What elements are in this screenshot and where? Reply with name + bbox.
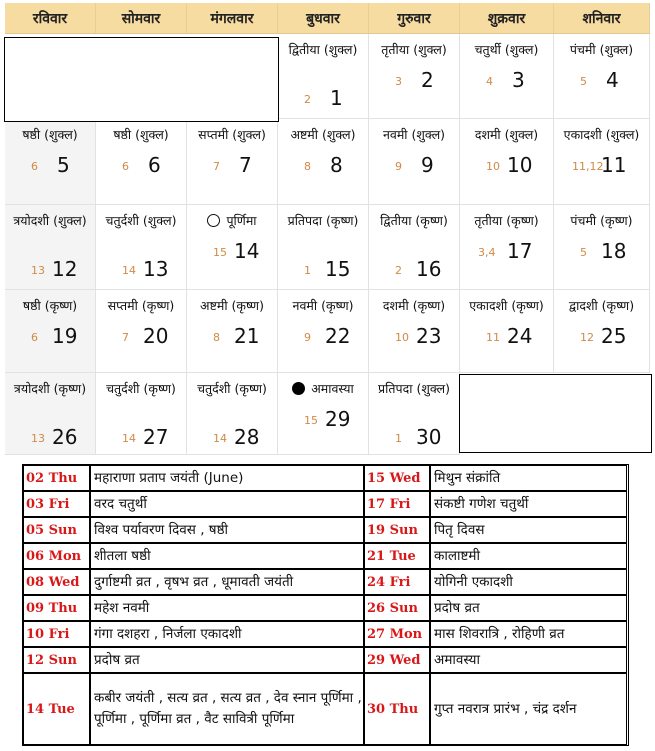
date-number: 18 — [601, 239, 627, 263]
tithi-label — [187, 126, 277, 144]
tithi-text: अष्टमी (शुक्ल) — [290, 127, 356, 142]
date-number: 24 — [507, 324, 533, 348]
tithi-number: 14 — [122, 432, 136, 445]
day-cell[interactable] — [96, 119, 187, 205]
weekday-header: शुक्रवार — [460, 3, 554, 33]
day-cell[interactable] — [460, 290, 554, 373]
day-cell[interactable] — [5, 205, 96, 290]
tithi-label — [5, 297, 95, 315]
day-cell[interactable] — [278, 373, 369, 455]
festival-date: 09 Thu — [23, 595, 90, 621]
day-cell[interactable] — [187, 290, 278, 373]
tithi-text: त्रयोदशी (शुक्ल) — [13, 213, 87, 228]
day-cell[interactable] — [554, 34, 650, 119]
day-cell[interactable] — [187, 205, 278, 290]
tithi-text: प्रतिपदा (कृष्ण) — [287, 213, 359, 228]
tithi-number: 3 — [395, 75, 402, 88]
tithi-number: 7 — [213, 160, 220, 173]
tithi-text: नवमी (शुक्ल) — [382, 127, 446, 142]
festival-row — [23, 647, 627, 673]
day-cell[interactable] — [278, 34, 369, 119]
date-number: 10 — [507, 153, 533, 177]
festival-date: 03 Fri — [23, 491, 90, 517]
tithi-number: 5 — [580, 75, 587, 88]
tithi-text: एकादशी (कृष्ण) — [469, 298, 544, 313]
tithi-text: पूर्णिमा — [226, 213, 257, 228]
festival-row — [23, 673, 627, 745]
festival-event: कालाष्टमी — [430, 543, 627, 569]
weekday-header: शनिवार — [554, 3, 650, 33]
tithi-text: त्रयोदशी (कृष्ण) — [13, 381, 87, 396]
day-cell[interactable] — [96, 290, 187, 373]
festival-date: 14 Tue — [23, 673, 90, 745]
date-number: 11 — [601, 153, 627, 177]
date-number: 21 — [234, 324, 260, 348]
day-cell[interactable] — [554, 290, 650, 373]
date-number: 12 — [52, 257, 78, 281]
tithi-text: पंचमी (शुक्ल) — [569, 42, 634, 57]
festival-event: योगिनी एकादशी — [430, 569, 627, 595]
tithi-label — [5, 212, 95, 230]
day-cell[interactable] — [187, 373, 278, 455]
tithi-number: 4 — [486, 75, 493, 88]
festival-row — [23, 465, 627, 491]
date-number: 7 — [239, 153, 252, 177]
festival-event: महेश नवमी — [90, 595, 364, 621]
tithi-label — [554, 126, 649, 144]
weekday-header: गुरुवार — [369, 3, 460, 33]
full-moon-icon — [207, 214, 220, 227]
day-cell[interactable] — [460, 119, 554, 205]
day-cell[interactable] — [5, 290, 96, 373]
tithi-label — [554, 212, 649, 230]
tithi-label — [369, 126, 459, 144]
date-number: 14 — [234, 239, 260, 263]
day-cell[interactable] — [278, 205, 369, 290]
tithi-label — [278, 126, 368, 144]
date-number: 9 — [421, 153, 434, 177]
date-number: 28 — [234, 425, 260, 449]
tithi-label — [278, 380, 368, 398]
tithi-number: 6 — [122, 160, 129, 173]
tithi-label — [369, 297, 459, 315]
tithi-label — [554, 41, 649, 59]
tithi-text: एकादशी (शुक्ल) — [563, 127, 640, 142]
day-cell[interactable] — [369, 290, 460, 373]
festival-date: 30 Thu — [364, 673, 430, 745]
tithi-number: 3,4 — [478, 246, 496, 259]
tithi-label — [369, 41, 459, 59]
festival-date: 24 Fri — [364, 569, 430, 595]
tithi-text: द्वितीया (कृष्ण) — [380, 213, 448, 228]
tithi-text: नवमी (कृष्ण) — [292, 298, 354, 313]
tithi-label — [96, 297, 186, 315]
tithi-number: 15 — [304, 414, 318, 427]
festival-date: 12 Sun — [23, 647, 90, 673]
new-moon-icon — [292, 382, 305, 395]
tithi-label — [278, 41, 368, 59]
tithi-text: द्वादशी (कृष्ण) — [568, 298, 635, 313]
day-cell[interactable] — [460, 205, 554, 290]
festival-date: 15 Wed — [364, 465, 430, 491]
tithi-number: 12 — [580, 331, 594, 344]
day-cell[interactable] — [187, 119, 278, 205]
tithi-label — [369, 380, 459, 398]
weekday-header: रविवार — [5, 3, 96, 33]
festival-date: 27 Mon — [364, 621, 430, 647]
festival-event: शीतला षष्ठी — [90, 543, 364, 569]
date-number: 25 — [601, 324, 627, 348]
tithi-label — [187, 212, 277, 230]
tithi-text: द्वितीया (शुक्ल) — [288, 42, 358, 57]
day-cell[interactable] — [96, 205, 187, 290]
festival-event: कबीर जयंती , सत्य व्रत , सत्य व्रत , देव स्नान पूर्णिमा , पूर्णिमा , पूर्णिमा व्रत , वैट सावित्री पूर्णिमा — [90, 673, 364, 745]
weekday-header: बुधवार — [278, 3, 369, 33]
tithi-number: 1 — [395, 432, 402, 445]
tithi-text: अष्टमी (कृष्ण) — [200, 298, 264, 313]
date-number: 6 — [148, 153, 161, 177]
tithi-number: 13 — [31, 432, 45, 445]
tithi-text: तृतीया (कृष्ण) — [474, 213, 539, 228]
tithi-label — [460, 41, 553, 59]
tithi-label — [460, 212, 553, 230]
festival-date: 05 Sun — [23, 517, 90, 543]
date-number: 1 — [330, 86, 343, 110]
festival-row — [23, 621, 627, 647]
festival-event: प्रदोष व्रत — [90, 647, 364, 673]
festival-row — [23, 517, 627, 543]
date-number: 26 — [52, 425, 78, 449]
festival-date: 17 Fri — [364, 491, 430, 517]
tithi-label — [554, 297, 649, 315]
day-cell[interactable] — [369, 205, 460, 290]
tithi-text: पंचमी (कृष्ण) — [570, 213, 633, 228]
tithi-label — [5, 380, 95, 398]
tithi-label — [187, 297, 277, 315]
festival-event: पितृ दिवस — [430, 517, 627, 543]
tithi-label — [187, 380, 277, 398]
tithi-number: 2 — [395, 264, 402, 277]
weekday-header: मंगलवार — [187, 3, 278, 33]
tithi-text: चतुर्दशी (कृष्ण) — [106, 381, 176, 396]
date-number: 22 — [325, 324, 351, 348]
festival-event: विश्व पर्यावरण दिवस , षष्ठी — [90, 517, 364, 543]
tithi-label — [460, 126, 553, 144]
tithi-text: दशमी (कृष्ण) — [382, 298, 446, 313]
date-number: 17 — [507, 239, 533, 263]
tithi-number: 9 — [304, 331, 311, 344]
tithi-label — [278, 297, 368, 315]
date-number: 13 — [143, 257, 169, 281]
tithi-number: 11 — [486, 331, 500, 344]
day-cell[interactable] — [554, 119, 650, 205]
tithi-label — [460, 297, 553, 315]
tithi-number: 8 — [213, 331, 220, 344]
date-number: 30 — [416, 425, 442, 449]
calendar-grid — [5, 3, 650, 455]
tithi-text: चतुर्दशी (कृष्ण) — [197, 381, 267, 396]
festival-row — [23, 491, 627, 517]
tithi-label — [278, 212, 368, 230]
festival-date: 26 Sun — [364, 595, 430, 621]
tithi-label — [96, 126, 186, 144]
tithi-text: सप्तमी (कृष्ण) — [107, 298, 175, 313]
tithi-label — [96, 212, 186, 230]
empty-cell — [4, 37, 279, 122]
tithi-label — [5, 126, 95, 144]
tithi-text: सप्तमी (शुक्ल) — [198, 127, 266, 142]
festival-date: 21 Tue — [364, 543, 430, 569]
date-number: 2 — [421, 68, 434, 92]
tithi-number: 15 — [213, 246, 227, 259]
day-cell[interactable] — [5, 373, 96, 455]
tithi-number: 10 — [395, 331, 409, 344]
tithi-text: दशमी (शुक्ल) — [474, 127, 539, 142]
festival-date: 06 Mon — [23, 543, 90, 569]
festival-date: 10 Fri — [23, 621, 90, 647]
festival-event: दुर्गाष्टमी व्रत , वृषभ व्रत , धूमावती जयंती — [90, 569, 364, 595]
date-number: 23 — [416, 324, 442, 348]
tithi-number: 7 — [122, 331, 129, 344]
date-number: 8 — [330, 153, 343, 177]
festival-date: 29 Wed — [364, 647, 430, 673]
weekday-header: सोमवार — [96, 3, 187, 33]
tithi-number: 14 — [213, 432, 227, 445]
festival-event: मास शिवरात्रि , रोहिणी व्रत — [430, 621, 627, 647]
date-number: 16 — [416, 257, 442, 281]
tithi-number: 5 — [580, 246, 587, 259]
date-number: 15 — [325, 257, 351, 281]
day-cell[interactable] — [278, 119, 369, 205]
date-number: 20 — [143, 324, 169, 348]
day-cell[interactable] — [369, 34, 460, 119]
festival-event: महाराणा प्रताप जयंती (June) — [90, 465, 364, 491]
festival-row — [23, 569, 627, 595]
date-number: 3 — [512, 68, 525, 92]
festival-row — [23, 543, 627, 569]
tithi-label — [369, 212, 459, 230]
tithi-text: चतुर्दशी (शुक्ल) — [105, 213, 177, 228]
festival-event: अमावस्या — [430, 647, 627, 673]
festival-row — [23, 595, 627, 621]
tithi-text: अमावस्या — [311, 381, 354, 396]
festival-event: गुप्त नवरात्र प्रारंभ , चंद्र दर्शन — [430, 673, 627, 745]
day-cell[interactable] — [369, 373, 460, 455]
tithi-text: चतुर्थी (शुक्ल) — [474, 42, 539, 57]
festival-event: संकष्टी गणेश चतुर्थी — [430, 491, 627, 517]
festival-date: 08 Wed — [23, 569, 90, 595]
date-number: 29 — [325, 407, 351, 431]
festival-event: गंगा दशहरा , निर्जला एकादशी — [90, 621, 364, 647]
festival-event: मिथुन संक्रांति — [430, 465, 627, 491]
festival-event: प्रदोष व्रत — [430, 595, 627, 621]
tithi-number: 11,12 — [572, 160, 604, 173]
tithi-number: 10 — [486, 160, 500, 173]
festival-date: 19 Sun — [364, 517, 430, 543]
tithi-number: 8 — [304, 160, 311, 173]
tithi-number: 2 — [304, 93, 311, 106]
tithi-number: 9 — [395, 160, 402, 173]
tithi-number: 1 — [304, 264, 311, 277]
tithi-number: 6 — [31, 160, 38, 173]
tithi-number: 14 — [122, 264, 136, 277]
tithi-number: 6 — [31, 331, 38, 344]
tithi-label — [96, 380, 186, 398]
day-cell[interactable] — [554, 205, 650, 290]
date-number: 27 — [143, 425, 169, 449]
day-cell[interactable] — [5, 119, 96, 205]
day-cell[interactable] — [96, 373, 187, 455]
festival-table — [22, 464, 629, 746]
festival-date: 02 Thu — [23, 465, 90, 491]
tithi-text: प्रतिपदा (शुक्ल) — [378, 381, 450, 396]
day-cell[interactable] — [369, 119, 460, 205]
tithi-text: षष्ठी (शुक्ल) — [22, 127, 78, 142]
festival-event: वरद चतुर्थी — [90, 491, 364, 517]
day-cell[interactable] — [460, 34, 554, 119]
tithi-text: षष्ठी (कृष्ण) — [22, 298, 78, 313]
tithi-text: तृतीया (शुक्ल) — [381, 42, 447, 57]
day-cell[interactable] — [278, 290, 369, 373]
tithi-number: 13 — [31, 264, 45, 277]
date-number: 4 — [606, 68, 619, 92]
date-number: 19 — [52, 324, 78, 348]
empty-cell — [459, 374, 652, 453]
tithi-text: षष्ठी (शुक्ल) — [113, 127, 169, 142]
date-number: 5 — [57, 153, 70, 177]
